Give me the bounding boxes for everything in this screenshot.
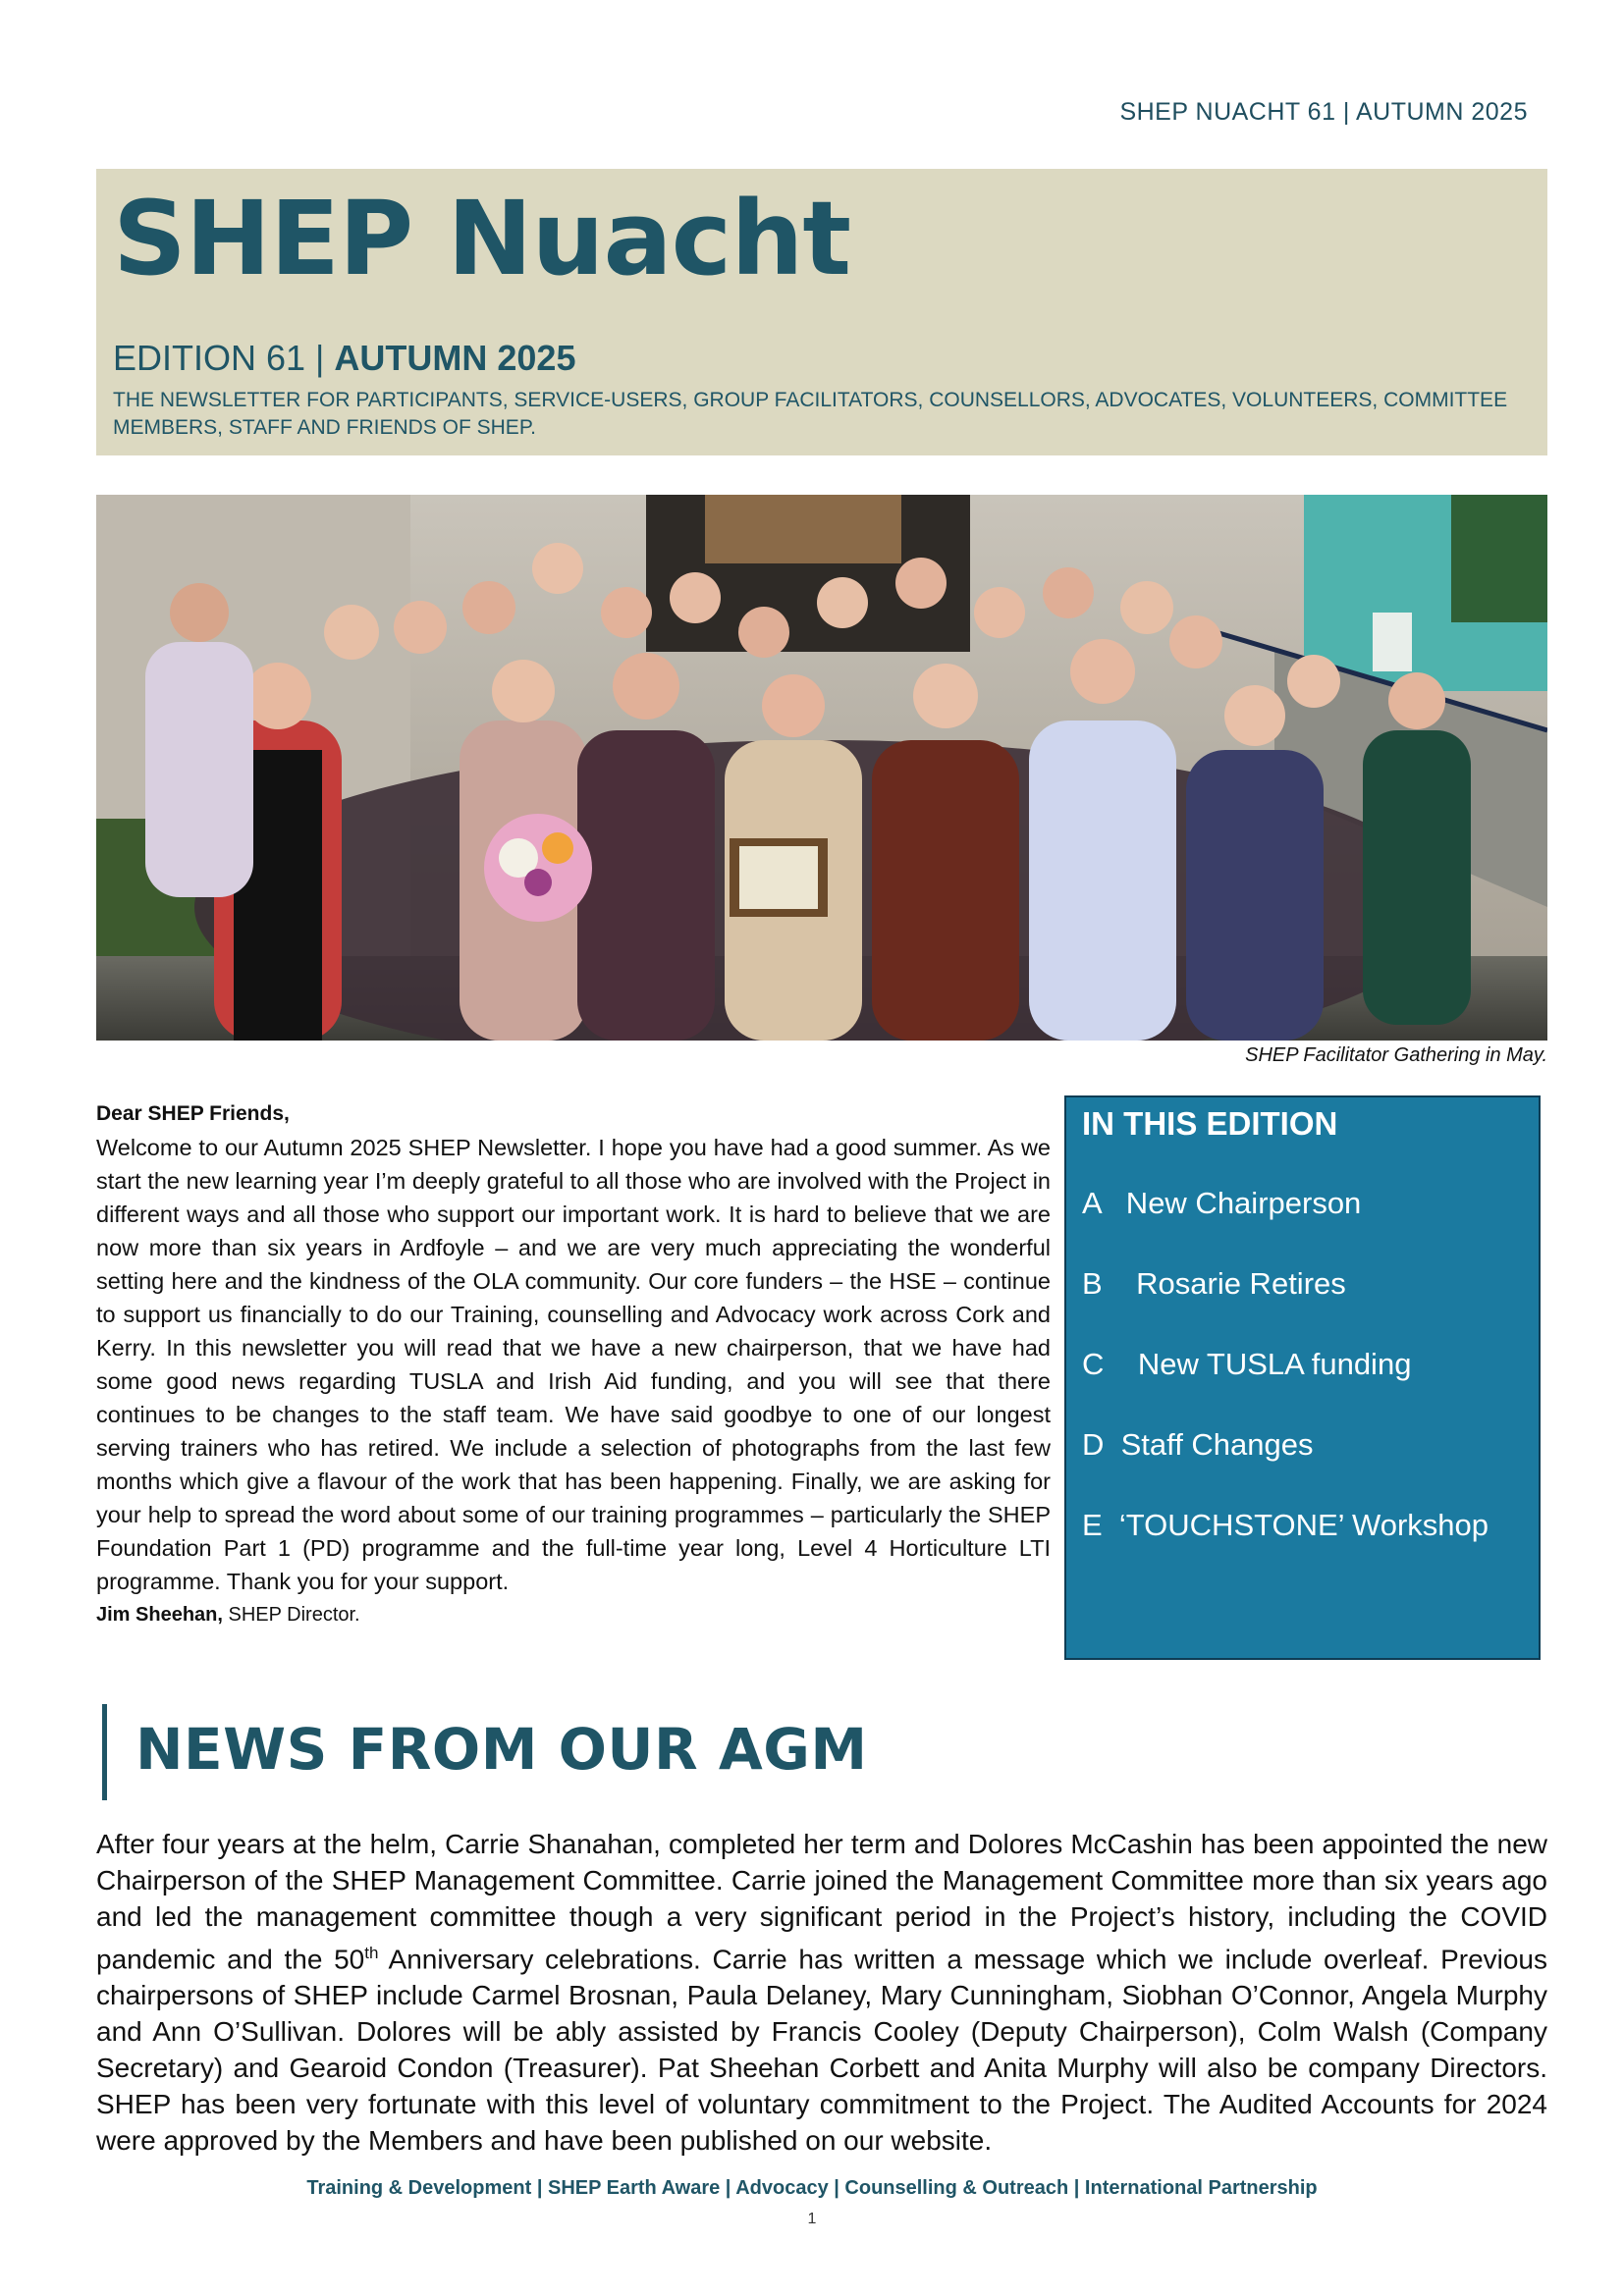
toc-item-e[interactable]: E ‘TOUCHSTONE’ Workshop (1082, 1508, 1489, 1542)
section-title-agm: NEWS FROM OUR AGM (135, 1716, 868, 1783)
page-number: 1 (807, 2211, 817, 2227)
letter-body: Welcome to our Autumn 2025 SHEP Newsletter. I hope you have had a good summer. As we start the new learning year I’m deeply grateful to all those who are involved with the Project in different ways and all those who support our important work. It is hard to believe that we are now more than six years in Ardfoyle – and we are very much appreciating the wonderful setting here and the kindness of the OLA community. Our core funders – the HSE – continue to support us financially to do our Training, counselling and Advocacy work across Cork and Kerry. In this newsletter you will read that we have a new chairperson, that we have had some good news regarding TUSLA and Irish Aid funding, and you will see that there continues to be changes to the staff team. We have said goodbye to one of our longest serving trainers who has retired. We include a selection of photographs from the last few months which give a flavour of the work that has been happening. Finally, we are asking for your help to spread the word about some of our training programmes – particularly the SHEP Foundation Part 1 (PD) programme and the full-time year long, Level 4 Horticulture LTI programme. Thank you for your support. (96, 1135, 1051, 1594)
agm-superscript: th (364, 1944, 379, 1962)
running-head: SHEP NUACHT 61 | AUTUMN 2025 (1119, 98, 1528, 126)
masthead (96, 169, 1547, 455)
letter-greeting: Dear SHEP Friends, (96, 1102, 290, 1125)
director-letter (96, 1097, 1051, 1631)
toc-item-c[interactable]: C New TUSLA funding (1082, 1347, 1412, 1381)
toc-item-a[interactable]: A New Chairperson (1082, 1186, 1362, 1220)
agm-article (96, 1826, 1547, 2159)
edition-number: EDITION 61 | (113, 338, 335, 378)
table-of-contents (1064, 1095, 1541, 1660)
signature-role: SHEP Director. (222, 1604, 360, 1626)
footer-services: Training & Development | SHEP Earth Aware | Advocacy | Counselling & Outreach | International Partnership (306, 2177, 1318, 2199)
newsletter-tagline: THE NEWSLETTER FOR PARTICIPANTS, SERVICE-USERS, GROUP FACILITATORS, COUNSELLORS, ADVOCATES, VOLUNTEERS, COMMITTEE MEMBERS, STAFF AND FRIENDS OF SHEP. (113, 389, 1508, 439)
agm-text-part-1: After four years at the helm, Carrie Shanahan, completed her term and Dolores McCashin has been appointed the new Chairperson of the SHEP Management Committee. Carrie joined the Management Committee more than six years ago and led the management committee though a very significant period in the Project’s history, including the COVID pandemic and the 50 (96, 1829, 1547, 1975)
edition-line (113, 338, 575, 379)
signature-name: Jim Sheehan, (96, 1604, 223, 1626)
toc-item-d[interactable]: D Staff Changes (1082, 1427, 1314, 1462)
group-photo (96, 495, 1547, 1041)
section-accent-bar (102, 1704, 107, 1800)
letter-signature (96, 1598, 1051, 1631)
toc-item-b[interactable]: B Rosarie Retires (1082, 1266, 1346, 1301)
photo-caption: SHEP Facilitator Gathering in May. (1245, 1044, 1547, 1066)
agm-text-part-2: Anniversary celebrations. Carrie has written a message which we include overleaf. Previous chairpersons of SHEP include Carmel Brosnan, Paula Delaney, Mary Cunningham, Siobhan O’Connor, Angela Murphy and Ann O’Sullivan. Dolores will be ably assisted by Francis Cooley (Deputy Chairperson), Colm Walsh (Company Secretary) and Gearoid Condon (Treasurer). Pat Sheehan Corbett and Anita Murphy will also be company Directors. SHEP has been very fortunate with this level of voluntary commitment to the Project. The Audited Accounts for 2024 were approved by the Members and have been published on our website. (96, 1944, 1548, 2157)
newsletter-title: SHEP Nuacht (113, 179, 851, 298)
toc-heading: IN THIS EDITION (1082, 1105, 1338, 1142)
edition-season: AUTUMN 2025 (334, 338, 576, 378)
